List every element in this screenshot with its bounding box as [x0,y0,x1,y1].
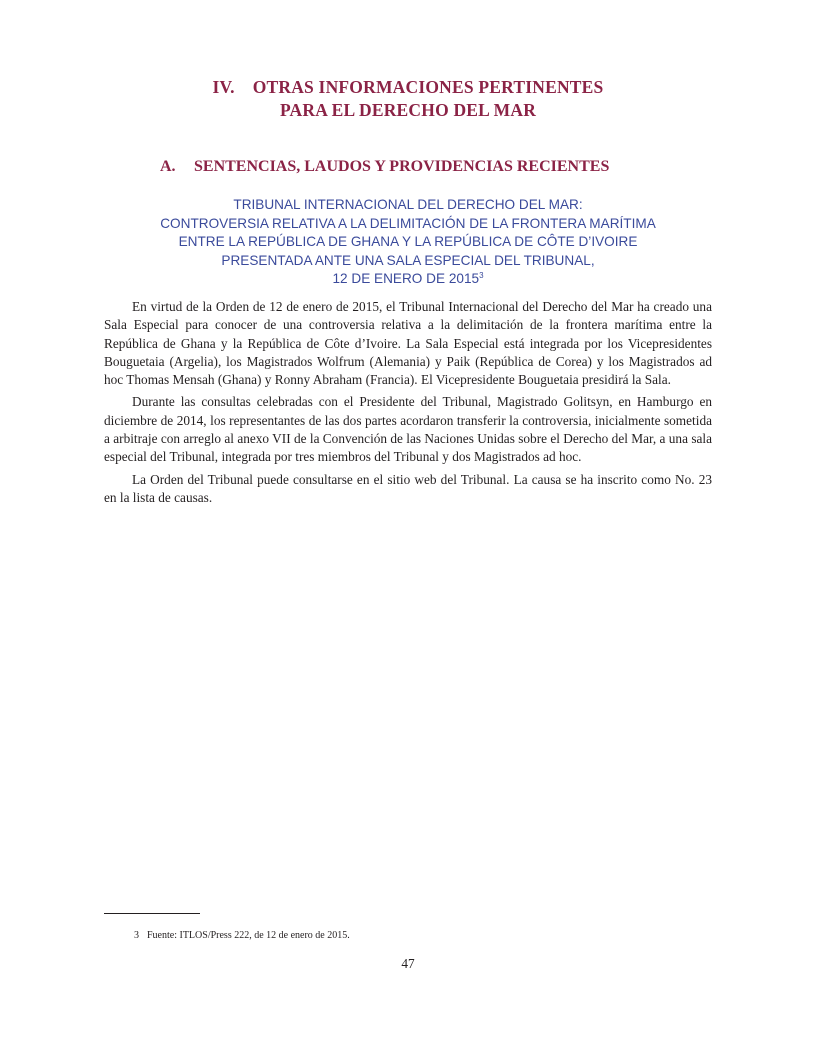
body-text [104,298,712,511]
footnote-reference[interactable]: 3 [479,271,484,280]
footnote-text: Fuente: ITLOS/Press 222, de 12 de enero de 2015. [147,930,350,941]
case-title-date: 12 DE ENERO DE 2015 [332,271,480,286]
chapter-title-line-2: PARA EL DERECHO DEL MAR [279,100,537,120]
section-letter: A. [160,158,176,175]
case-title-line: PRESENTADA ANTE UNA SALA ESPECIAL DEL TRIBUNAL, [221,252,595,268]
paragraph: En virtud de la Orden de 12 de enero de 2015, el Tribunal Internacional del Derecho del Mar ha creado una Sala Especial para conocer de una controversia relativa a la delimitación de la frontera marítima entre la República de Ghana y la República de Côte d’Ivoire. La Sala Especial está integrada por los Vicepresidentes Bouguetaia (Argelia), los Magistrados Wolfrum (Alemania) y Paik (República de Corea) y los Magistrados ad hoc Thomas Mensah (Ghana) y Ronny Abraham (Francia). El Vicepresidente Bouguetaia presidirá la Sala. [104,299,712,388]
chapter-heading [104,76,712,122]
chapter-number: IV. [212,77,235,97]
paragraph: Durante las consultas celebradas con el Presidente del Tribunal, Magistrado Golitsyn, en Hamburgo en diciembre de 2014, los representantes de las dos partes acordaron transferir la controversia, inicialmente sometida a arbitraje con arreglo al anexo VII de la Convención de las Naciones Unidas sobre el Derecho del Mar, a una sala especial del Tribunal, integrada por tres miembros del Tribunal y dos Magistrados ad hoc. [104,394,712,465]
case-title [104,196,712,289]
section-title: SENTENCIAS, LAUDOS Y PROVIDENCIAS RECIENTES [194,158,610,175]
footnote-separator [104,913,200,914]
chapter-title-line-1: OTRAS INFORMACIONES PERTINENTES [252,77,604,97]
paragraph: La Orden del Tribunal puede consultarse en el sitio web del Tribunal. La causa se ha inscrito como No. 23 en la lista de causas. [104,471,712,505]
case-title-date-line [104,270,712,289]
case-title-line: ENTRE LA REPÚBLICA DE GHANA Y LA REPÚBLICA DE CÔTE D’IVOIRE [178,234,638,249]
case-title-line: CONTROVERSIA RELATIVA A LA DELIMITACIÓN DE LA FRONTERA MARÍTIMA [160,215,656,231]
chapter-heading-line-1 [104,76,712,99]
case-title-line: TRIBUNAL INTERNACIONAL DEL DERECHO DEL MAR: [233,197,583,212]
section-heading [160,157,609,177]
footnote [134,929,350,942]
page-number: 47 [401,956,415,971]
footnote-mark: 3 [134,930,139,941]
